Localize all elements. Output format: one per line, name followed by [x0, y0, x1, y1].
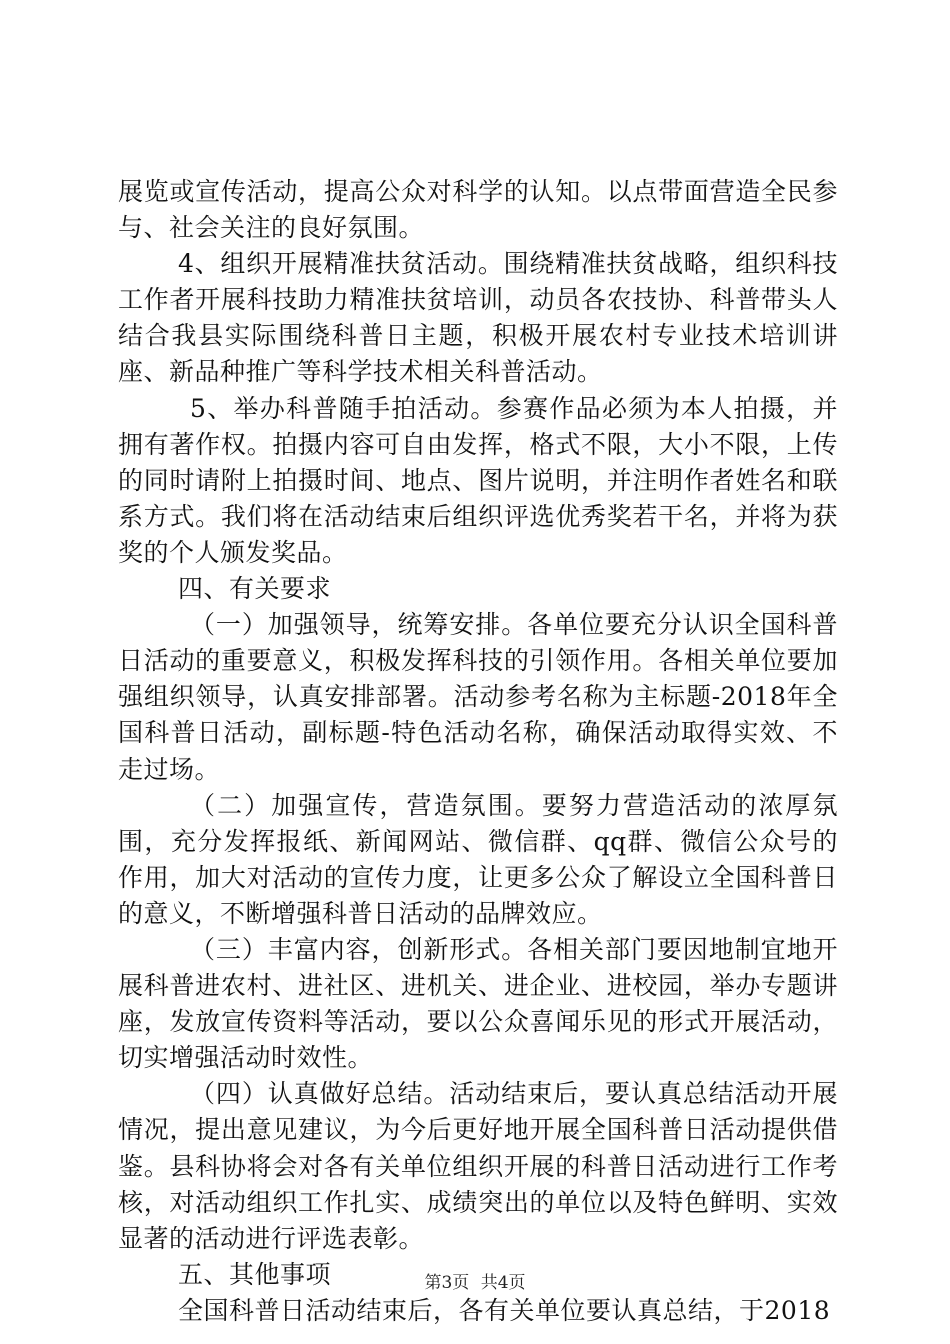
- paragraph-item-5: 5、举办科普随手拍活动。参赛作品必须为本人拍摄，并拥有著作权。拍摄内容可自由发挥，格式不限，大小不限，上传的同时请附上拍摄时间、地点、图片说明，并注明作者姓名和联系方式。我们将在活动结束后组织评选优秀奖若干名，并将为获奖的个人颁发奖品。: [118, 393, 838, 567]
- paragraph-continuation: 展览或宣传活动，提高公众对科学的认知。以点带面营造全民参与、社会关注的良好氛围。: [118, 177, 838, 243]
- page-total: 共4页: [480, 1273, 526, 1293]
- paragraph-other-matters: 全国科普日活动结束后，各有关单位要认真总结，于2018: [178, 1295, 831, 1325]
- paragraph-requirement-3: （三）丰富内容，创新形式。各相关部门要因地制宜地开展科普进农村、进社区、进机关、进企业、进校园，举办专题讲座，发放宣传资料等活动，要以公众喜闻乐见的形式开展活动，切实增强活动时效性。: [118, 934, 838, 1073]
- section-heading-other: 五、其他事项: [178, 1259, 332, 1289]
- paragraph-requirement-1: （一）加强领导，统筹安排。各单位要充分认识全国科普日活动的重要意义，积极发挥科技的引领作用。各相关单位要加强组织领导，认真安排部署。活动参考名称为主标题-2018年全国科普日活动，副标题-特色活动名称，确保活动取得实效、不走过场。: [118, 610, 838, 784]
- paragraph-requirement-2: （二）加强宣传，营造氛围。要努力营造活动的浓厚氛围，充分发挥报纸、新闻网站、微信群、qq群、微信公众号的作用，加大对活动的宣传力度，让更多公众了解设立全国科普日的意义，不断增强科普日活动的品牌效应。: [118, 790, 838, 928]
- document-body: [118, 174, 838, 1329]
- section-heading-requirements: 四、有关要求: [178, 574, 332, 604]
- paragraph-requirement-4: （四）认真做好总结。活动结束后，要认真总结活动开展情况，提出意见建议，为今后更好地开展全国科普日活动提供借鉴。县科协将会对各有关单位组织开展的科普日活动进行工作考核，对活动组织工作扎实、成绩突出的单位以及特色鲜明、实效显著的活动进行评选表彰。: [118, 1079, 838, 1253]
- page-number: 第3页: [424, 1273, 470, 1293]
- paragraph-item-4: 4、组织开展精准扶贫活动。围绕精准扶贫战略，组织科技工作者开展科技助力精准扶贫培训，动员各农技协、科普带头人结合我县实际围绕科普日主题，积极开展农村专业技术培训讲座、新品种推广等科学技术相关科普活动。: [118, 249, 838, 387]
- page-footer: [0, 1273, 950, 1293]
